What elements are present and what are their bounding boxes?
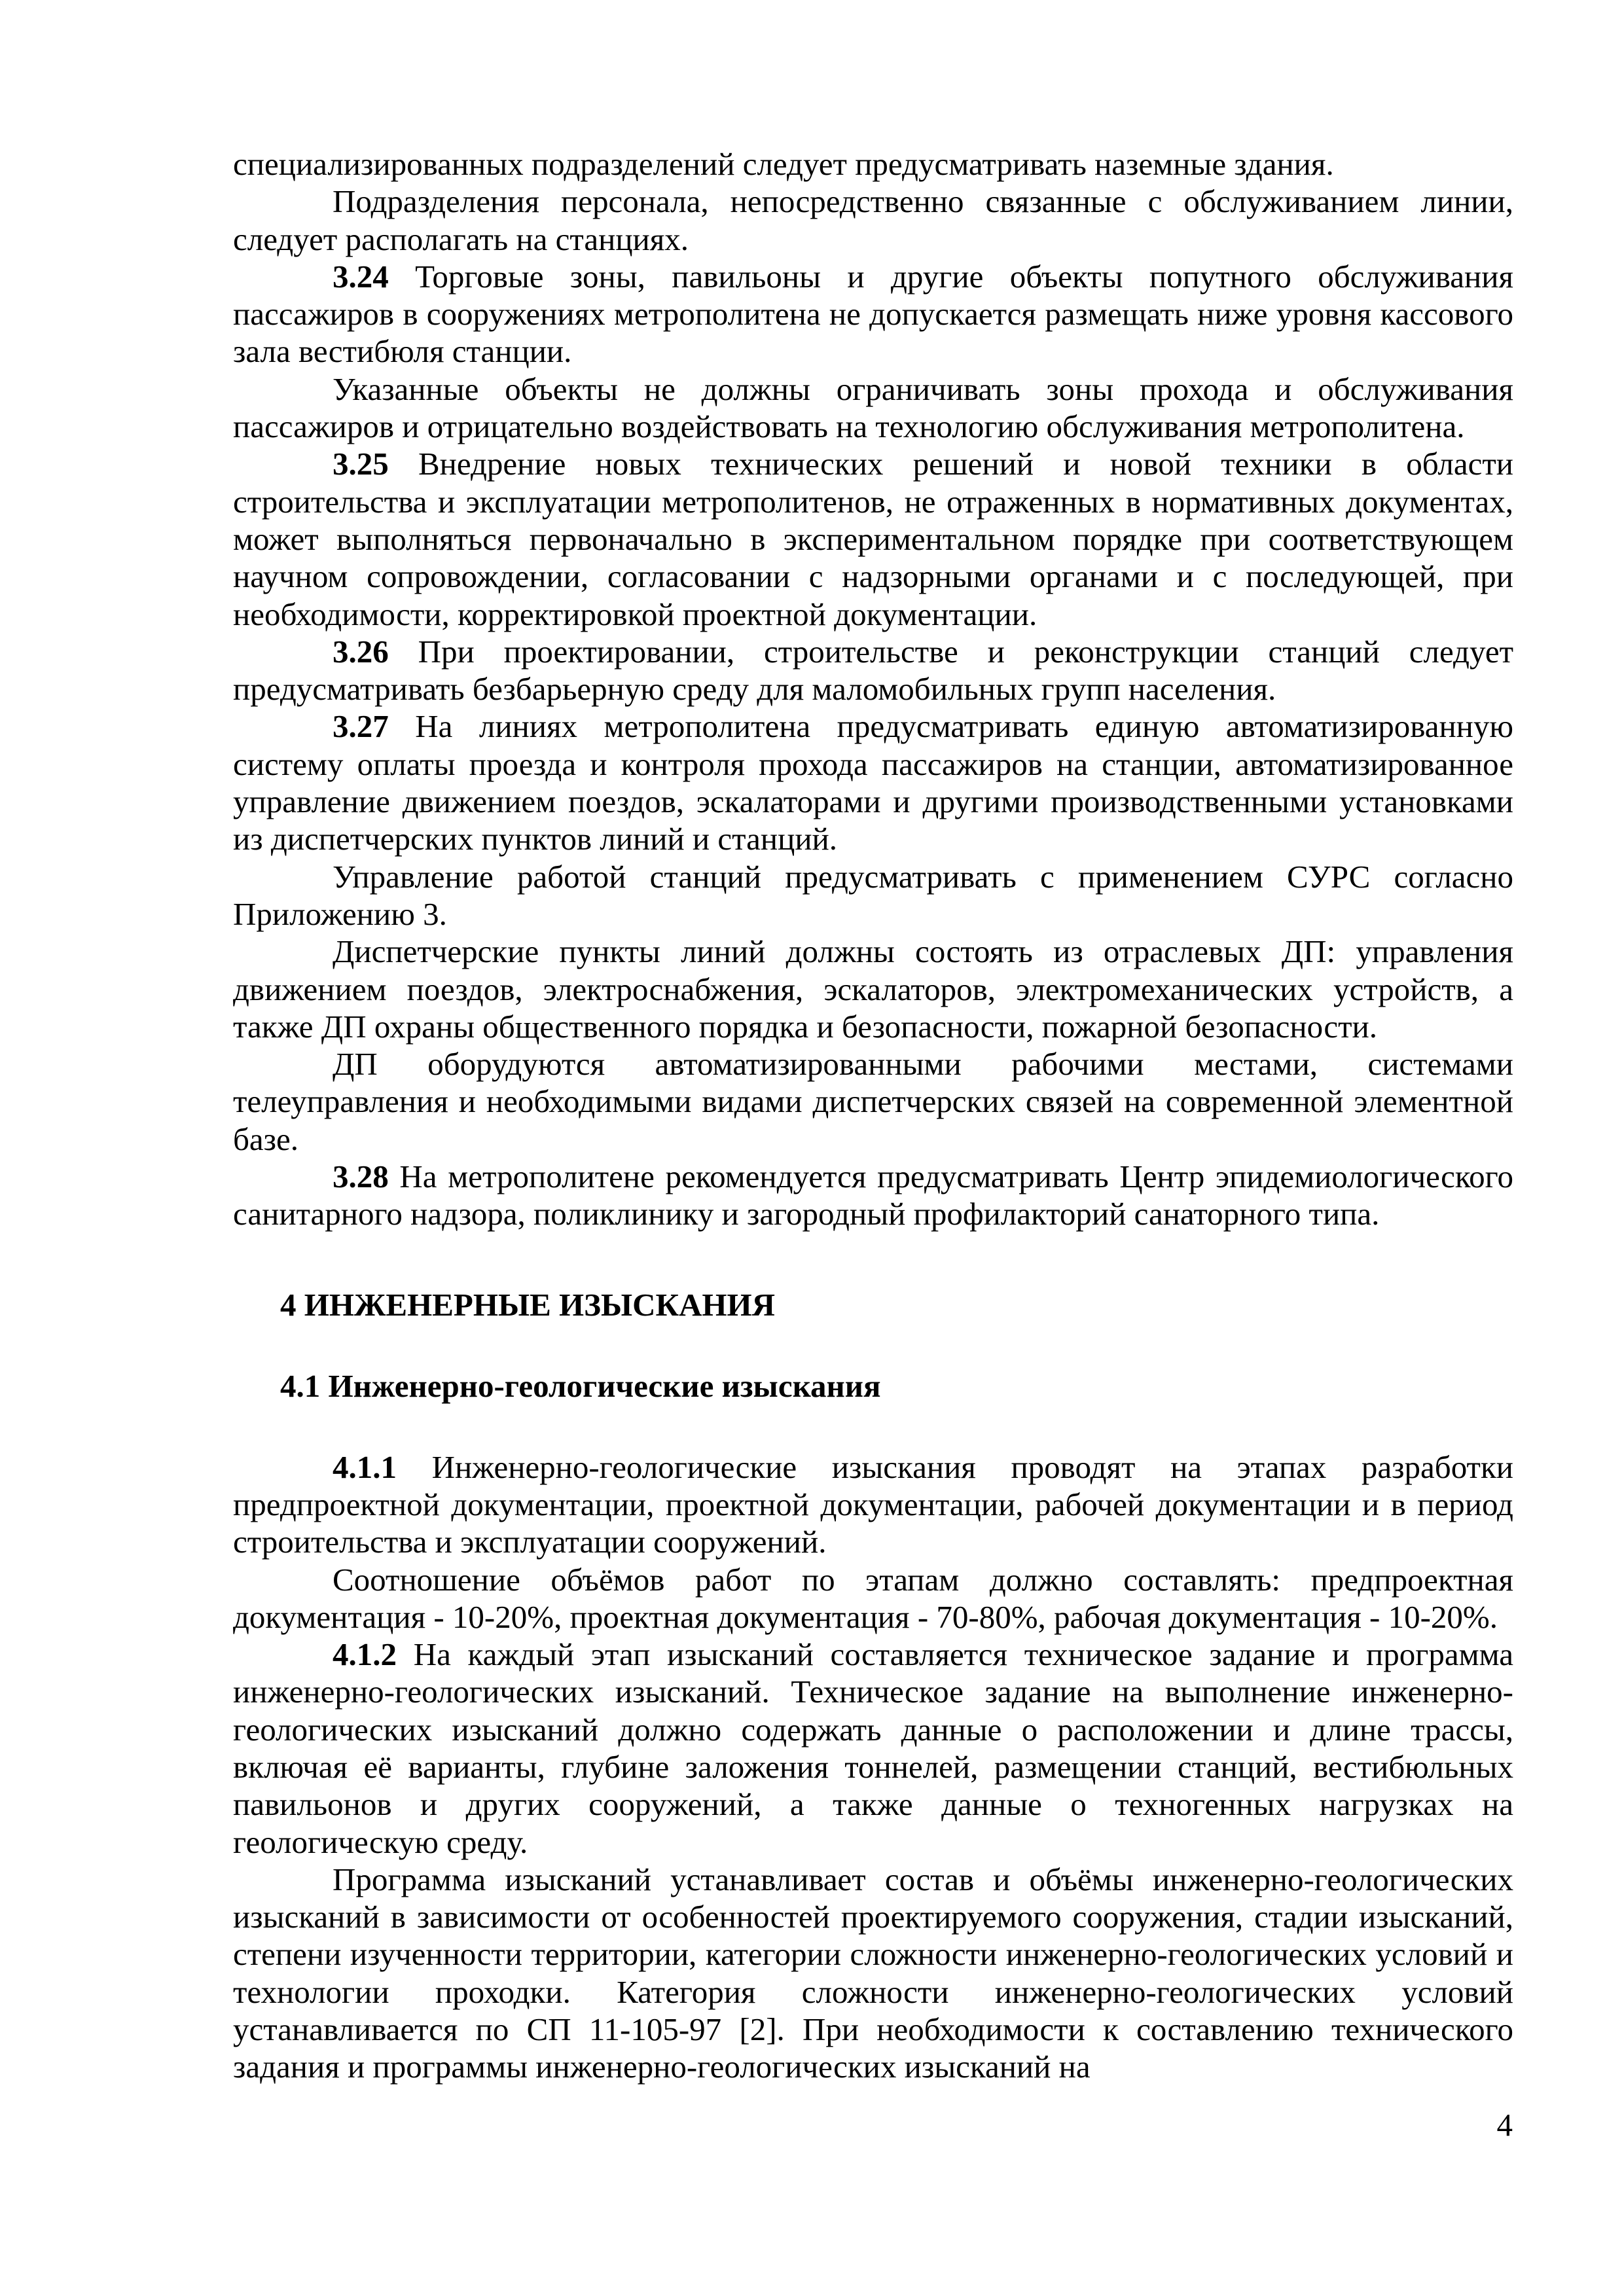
paragraph-text: Подразделения персонала, непосредственно связанные с обслуживанием линии, следует располагать на станциях. [233, 183, 1513, 257]
paragraph [233, 445, 1513, 632]
paragraph-text: На каждый этап изысканий составляется техническое задание и программа инженерно-геологических изысканий. Техническое задание на выполнение инженерно-геологических изысканий должно содержать данные о расположении и длине трассы, включая её варианты, глубине заложения тоннелей, размещении станций, вестибюльных павильонов и других сооружений, а также данные о техногенных нагрузках на геологическую среду. [233, 1636, 1513, 1860]
clause-number: 4.1.1 [333, 1448, 397, 1485]
paragraph [233, 145, 1513, 183]
paragraph [233, 708, 1513, 857]
paragraph [233, 370, 1513, 446]
paragraph [233, 858, 1513, 933]
paragraphs-after-subsection [233, 1448, 1513, 2086]
section-title: 4 ИНЖЕНЕРНЫЕ ИЗЫСКАНИЯ [280, 1286, 776, 1323]
page-content [233, 145, 1513, 2086]
paragraph-text: На линиях метрополитена предусматривать единую автоматизированную систему оплаты проезда и контроля прохода пассажиров на станции, автоматизированное управление движением поездов, эскалаторами и другими производственными установками из диспетчерских пунктов линий и станций. [233, 708, 1514, 857]
clause-number: 4.1.2 [333, 1636, 397, 1673]
paragraph-text: Торговые зоны, павильоны и другие объекты попутного обслуживания пассажиров в сооружениях метрополитена не допускается размещать ниже уровня кассового зала вестибюля станции. [233, 258, 1514, 370]
paragraph [233, 1561, 1513, 1636]
paragraph-text: Инженерно-геологические изыскания проводят на этапах разработки предпроектной документации, проектной документации, рабочей документации и в период строительства и эксплуатации сооружений. [233, 1448, 1513, 1560]
paragraph [233, 258, 1513, 370]
paragraph-text: специализированных подразделений следует предусматривать наземные здания. [233, 146, 1334, 182]
paragraph [233, 933, 1513, 1045]
paragraph-text: Внедрение новых технических решений и новой техники в области строительства и эксплуатации метрополитенов, не отраженных в нормативных документах, может выполняться первоначально в экспериментальном порядке при соответствующем научном сопровождении, согласовании с надзорными органами и с последующей, при необходимости, корректировкой проектной документации. [233, 446, 1513, 632]
paragraphs-before-section [233, 145, 1513, 1233]
paragraph-text: При проектировании, строительстве и реконструкции станций следует предусматривать безбарьерную среду для маломобильных групп населения. [233, 633, 1514, 708]
clause-number: 3.24 [333, 258, 389, 295]
paragraph [233, 1636, 1513, 1861]
clause-number: 3.28 [333, 1158, 389, 1195]
paragraph [233, 1861, 1513, 2086]
paragraph [233, 1158, 1513, 1233]
paragraph-text: На метрополитене рекомендуется предусматривать Центр эпидемиологического санитарного надзора, поликлинику и загородный профилакторий санаторного типа. [233, 1158, 1514, 1232]
subsection-title: 4.1 Инженерно-геологические изыскания [280, 1367, 881, 1404]
paragraph-text: Диспетчерские пункты линий должны состоять из отраслевых ДП: управления движением поездов, электроснабжения, эскалаторов, электромеханических устройств, а также ДП охраны общественного порядка и безопасности, пожарной безопасности. [233, 933, 1513, 1045]
paragraph [233, 1448, 1513, 1561]
clause-number: 3.26 [333, 633, 389, 670]
clause-number: 3.27 [333, 708, 389, 745]
paragraph [233, 633, 1513, 708]
paragraph-text: Указанные объекты не должны ограничивать зоны прохода и обслуживания пассажиров и отрицательно воздействовать на технологию обслуживания метрополитена. [233, 370, 1513, 445]
paragraph-text: Управление работой станций предусматривать с применением СУРС согласно Приложению 3. [233, 858, 1513, 932]
paragraph-text: Соотношение объёмов работ по этапам должно составлять: предпроектная документация - 10-20%, проектная документация - 70-80%, рабочая документация - 10-20%. [233, 1561, 1513, 1635]
paragraph-text: Программа изысканий устанавливает состав и объёмы инженерно-геологических изысканий в зависимости от особенностей проектируемого сооружения, стадии изысканий, степени изученности территории, категории сложности инженерно-геологических условий и технологии проходки. Категория сложности инженерно-геологических условий устанавливается по СП 11-105-97 [2]. При необходимости к составлению технического задания и программы инженерно-геологических изысканий на [233, 1861, 1513, 2085]
clause-number: 3.25 [333, 446, 389, 482]
page-number: 4 [1496, 2107, 1513, 2143]
paragraph [233, 1045, 1513, 1158]
paragraph-text: ДП оборудуются автоматизированными рабочими местами, системами телеуправления и необходимыми видами диспетчерских связей на современной элементной базе. [233, 1046, 1513, 1157]
paragraph [233, 183, 1513, 258]
